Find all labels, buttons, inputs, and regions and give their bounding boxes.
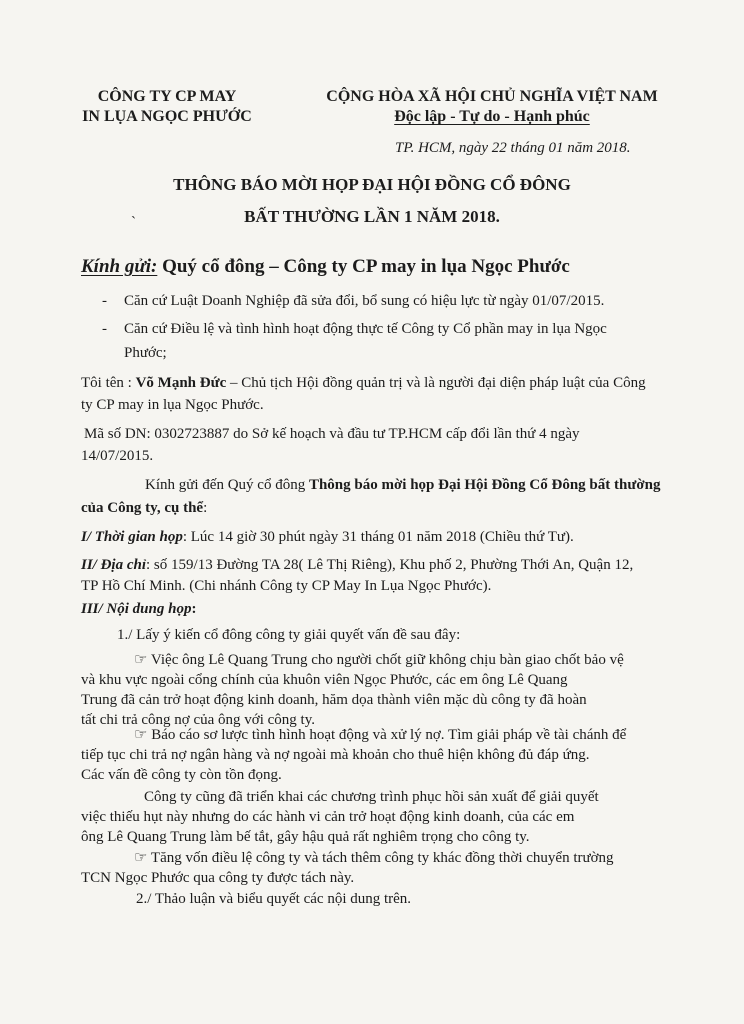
company-name-block [62,87,272,127]
basis-item: - Căn cứ Luật Doanh Nghiệp đã sửa đổi, bổ sung có hiệu lực từ ngày 01/07/2015. [102,293,605,309]
company-name-line1: CÔNG TY CP MAY [97,88,237,105]
pointer-icon: ☞ [134,850,148,866]
basis-item-continued: Phước; [124,345,167,361]
agenda-item-2: 2./ Thảo luận và biểu quyết các nội dung trên. [136,891,412,907]
pointer-icon: ☞ [134,727,148,743]
meeting-agenda-heading: III/ Nội dung họp: [81,601,197,617]
pointer-icon: ☞ [134,652,148,668]
national-header [292,87,692,127]
meeting-address-label: II/ Địa chỉ [81,557,147,573]
stray-mark: ˴ [131,208,136,224]
company-name-line2: IN LỤA NGỌC PHƯỚC [82,108,252,125]
document-title-line1: THÔNG BÁO MỜI HỌP ĐẠI HỘI ĐỒNG CỔ ĐÔNG [173,175,571,194]
republic-title: CỘNG HÒA XÃ HỘI CHỦ NGHĨA VIỆT NAM [326,88,658,105]
document-title-line2: BẤT THƯỜNG LẦN 1 NĂM 2018. [244,207,500,226]
meeting-address: II/ Địa chỉ: số 159/13 Đường TA 28( Lê Thị Riêng), Khu phố 2, Phường Thới An, Quận 12, [81,557,634,573]
national-motto: Độc lập - Tự do - Hạnh phúc [394,108,590,125]
basis-item: - Căn cứ Điều lệ và tình hình hoạt động thực tế Công ty Cổ phần may in lụa Ngọc [102,321,607,337]
agenda-paragraph: ☞ Việc ông Lê Quang Trung cho người chốt giữ không chịu bàn giao chốt bảo vệ và khu vực ngoài cổng chính của khuôn viên Ngọc Phước, các em ông Lê Quang Trung đã cản trở hoạt động kinh doanh, hăm dọa thành viên mặc dù công ty đã hoàn tất chi trả công nợ của ông với công ty. [81,652,624,728]
intro-line: Kính gửi đến Quý cổ đông Thông báo mời họp Đại Hội Đồng Cổ Đông bất thường [145,477,661,493]
agenda-paragraph: ☞ Tăng vốn điều lệ công ty và tách thêm công ty khác đồng thời chuyển trường TCN Ngọc Phước qua công ty được tách này. [81,850,614,886]
registration-date: 14/07/2015. [81,448,154,464]
meeting-time: I/ Thời gian họp: Lúc 14 giờ 30 phút ngày 31 tháng 01 năm 2018 (Chiều thứ Tư). [81,529,574,545]
signer-line: Tôi tên : Võ Mạnh Đức – Chủ tịch Hội đồng quản trị và là người đại diện pháp luật của Công [81,375,646,391]
recipient-text: Quý cổ đông – Công ty CP may in lụa Ngọc Phước [157,256,570,277]
agenda-item-1: 1./ Lấy ý kiến cổ đông công ty giải quyết vấn đề sau đây: [117,627,461,643]
recipient-line [81,256,570,278]
meeting-address-line-2: TP Hồ Chí Minh. (Chi nhánh Công ty CP May In Lụa Ngọc Phước). [81,578,492,594]
signer-name: Võ Mạnh Đức [135,375,227,391]
registration-line: Mã số DN: 0302723887 do Sở kế hoạch và đầu tư TP.HCM cấp đổi lần thứ 4 ngày [84,426,580,442]
agenda-paragraph: ☞ Báo cáo sơ lược tình hình hoạt động và xử lý nợ. Tìm giải pháp về tài chánh để tiếp tục chi trả nợ ngân hàng và nợ ngoài mà khoản cho thuê hiện không đủ đáp ứng. Các vấn đề công ty còn tồn đọng. [81,727,627,783]
intro-line-2: của Công ty, cụ thể: [81,500,208,516]
meeting-time-label: I/ Thời gian họp [81,529,183,545]
recipient-label: Kính gửi: [81,256,158,277]
signer-line-2: ty CP may in lụa Ngọc Phước. [81,397,264,413]
agenda-paragraph: Công ty cũng đã triển khai các chương trình phục hồi sản xuất để giải quyết việc thiếu hụt này nhưng do các hành vi cản trở hoạt động kinh doanh, của các em ông Lê Quang Trung làm bế tắt, gây hậu quả rất nghiêm trọng cho công ty. [81,789,599,845]
document-date: TP. HCM, ngày 22 tháng 01 năm 2018. [395,140,631,156]
